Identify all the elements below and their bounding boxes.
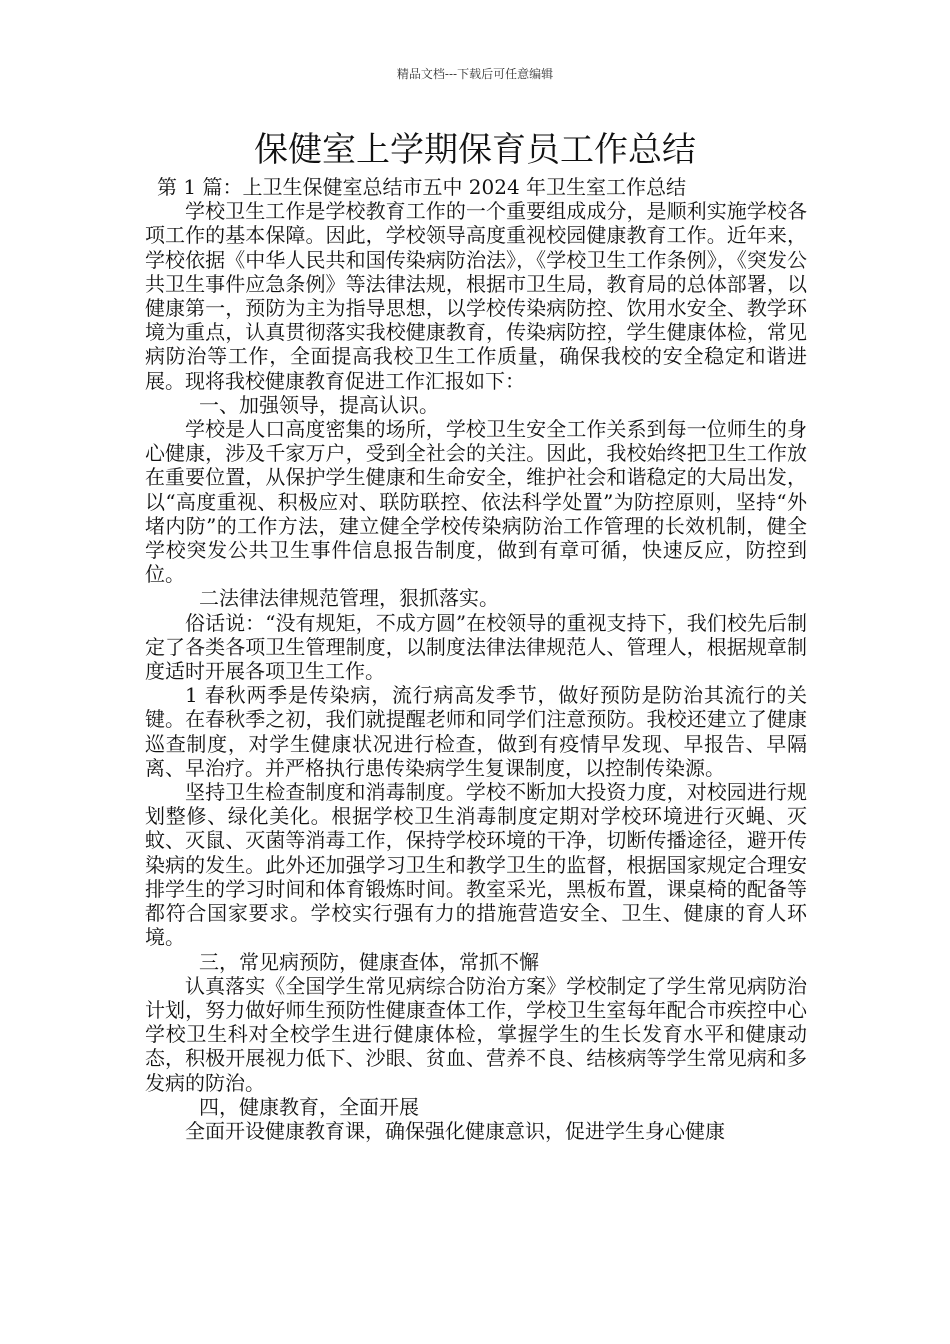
document-body — [145, 175, 807, 1143]
document-subtitle: 第 1 篇：上卫生保健室总结市五中 2024 年卫生室工作总结 — [157, 175, 687, 199]
paragraph: 坚持卫生检查制度和消毒制度。学校不断加大投资力度，对校园进行规划整修、绿化美化。根据学校卫生消毒制度定期对学校环境进行灭蝇、灭蚊、灭鼠、灭菌等消毒工作，保持学校环境的干净，切断传播途径，避开传染病的发生。此外还加强学习卫生和教学卫生的监督，根据国家规定合理安排学生的学习时间和体育锻炼时间。教室采光，黑板布置，课桌椅的配备等都符合国家要求。学校实行强有力的措施营造安全、卫生、健康的育人环境。 — [145, 780, 807, 950]
paragraph: 全面开设健康教育课，确保强化健康意识，促进学生身心健康 — [185, 1118, 725, 1143]
section-heading-1: 一、加强领导，提高认识。 — [199, 392, 439, 417]
section-heading-2: 二法律法律规范管理，狠抓落实。 — [199, 586, 499, 611]
section-heading-3: 三，常见病预防，健康查体，常抓不懈 — [199, 949, 539, 974]
paragraph: 1 春秋两季是传染病，流行病高发季节，做好预防是防治其流行的关键。在春秋季之初，我们就提醒老师和同学们注意预防。我校还建立了健康巡查制度，对学生健康状况进行检查，做到有疫情早发现、早报告、早隔离、早治疗。并严格执行患传染病学生复课制度，以控制传染源。 — [145, 683, 807, 780]
paragraph: 认真落实《全国学生常见病综合防治方案》学校制定了学生常见病防治计划，努力做好师生预防性健康查体工作，学校卫生室每年配合市疾控中心学校卫生科对全校学生进行健康体检，掌握学生的生长发育水平和健康动态，积极开展视力低下、沙眼、贫血、营养不良、结核病等学生常见病和多发病的防治。 — [145, 973, 807, 1095]
paragraph: 学校是人口高度密集的场所，学校卫生安全工作关系到每一位师生的身心健康，涉及千家万户，受到全社会的关注。因此，我校始终把卫生工作放在重要位置，从保护学生健康和生命安全，维护社会和谐稳定的大局出发，以“高度重视、积极应对、联防联控、依法科学处置”为防控原则，坚持“外堵内防”的工作方法，建立健全学校传染病防治工作管理的长效机制，健全学校突发公共卫生事件信息报告制度，做到有章可循，快速反应，防控到位。 — [145, 417, 807, 587]
paragraph-intro: 学校卫生工作是学校教育工作的一个重要组成成分，是顺利实施学校各项工作的基本保障。因此，学校领导高度重视校园健康教育工作。近年来，学校依据《中华人民共和国传染病防治法》，《学校卫生工作条例》，《突发公共卫生事件应急条例》等法律法规，根据市卫生局，教育局的总体部署，以健康第一，预防为主为指导思想，以学校传染病防控、饮用水安全、教学环境为重点，认真贯彻落实我校健康教育，传染病防控，学生健康体检，常见病防治等工作，全面提高我校卫生工作质量，确保我校的安全稳定和谐进展。现将我校健康教育促进工作汇报如下： — [145, 199, 807, 393]
header-note: 精品文档---下载后可任意编辑 — [396, 67, 554, 81]
section-heading-4: 四，健康教育，全面开展 — [199, 1094, 419, 1119]
page-title: 保健室上学期保育员工作总结 — [254, 130, 696, 170]
paragraph: 俗话说：“没有规矩，不成方圆”在校领导的重视支持下，我们校先后制定了各类各项卫生管理制度，以制度法律法律规范人、管理人，根据规章制度适时开展各项卫生工作。 — [145, 610, 807, 684]
